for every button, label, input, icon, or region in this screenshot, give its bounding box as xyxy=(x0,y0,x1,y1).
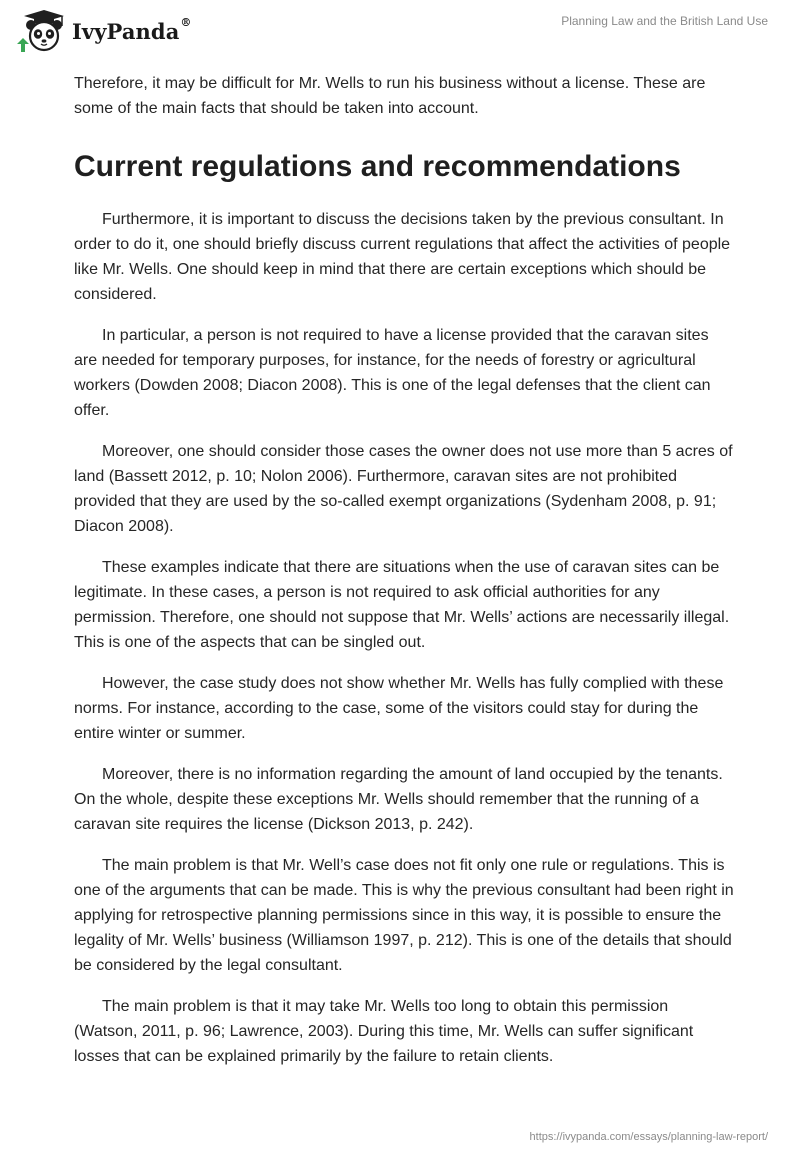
essay-body xyxy=(74,71,734,1069)
ivypanda-logo[interactable] xyxy=(14,8,192,54)
panda-graduate-icon xyxy=(14,8,66,54)
paragraph: However, the case study does not show whether Mr. Wells has fully complied with these norms. For instance, according to the case, some of the visitors could stay for during the entire winter or summer. xyxy=(74,675,724,742)
brand-name: IvyPanda® xyxy=(72,15,192,44)
document-title: Planning Law and the British Land Use xyxy=(561,14,768,28)
paragraph: These examples indicate that there are situations when the use of caravan sites can be legitimate. In these cases, a person is not required to ask official authorities for any permission. Therefore, one should not suppose that Mr. Wells’ actions are necessarily illegal. This is one of the aspects that can be singled out. xyxy=(74,559,730,651)
section-heading: Current regulations and recommendations xyxy=(74,150,681,183)
page-header xyxy=(0,0,800,60)
paragraph: Furthermore, it is important to discuss the decisions taken by the previous consultant. In order to do it, one should briefly discuss current regulations that affect the activities of people like Mr. Wells. One should keep in mind that there are certain exceptions which should be considered. xyxy=(74,211,731,303)
paragraph: In particular, a person is not required to have a license provided that the caravan sites are needed for temporary purposes, for instance, for the needs of forestry or agricultural workers (Dowden 2008; Diacon 2008). This is one of the legal defenses that the client can offer. xyxy=(74,327,711,419)
paragraph: Moreover, one should consider those cases the owner does not use more than 5 acres of land (Bassett 2012, p. 10; Nolon 2006). Furthermore, caravan sites are not prohibited provided that they are used by the so-called exempt organizations (Sydenham 2008, p. 91; Diacon 2008). xyxy=(74,443,733,535)
paragraph: The main problem is that Mr. Well’s case does not fit only one rule or regulations. This is one of the arguments that can be made. This is why the previous consultant had been right in applying for retrospective planning permissions since in this way, it is possible to ensure the legality of Mr. Wells’ business (Williamson 1997, p. 212). This is one of the details that should be considered by the legal consultant. xyxy=(74,857,734,974)
paragraph: The main problem is that it may take Mr. Wells too long to obtain this permission (Watson, 2011, p. 96; Lawrence, 2003). During this time, Mr. Wells can suffer significant losses that can be explained primarily by the failure to retain clients. xyxy=(74,998,694,1065)
intro-paragraph: Therefore, it may be difficult for Mr. Wells to run his business without a license. These are some of the main facts that should be taken into account. xyxy=(74,75,706,117)
paragraph: Moreover, there is no information regarding the amount of land occupied by the tenants. On the whole, despite these exceptions Mr. Wells should remember that the running of a caravan site requires the license (Dickson 2013, p. 242). xyxy=(74,766,723,833)
source-url[interactable]: https://ivypanda.com/essays/planning-law-report/ xyxy=(529,1131,768,1143)
